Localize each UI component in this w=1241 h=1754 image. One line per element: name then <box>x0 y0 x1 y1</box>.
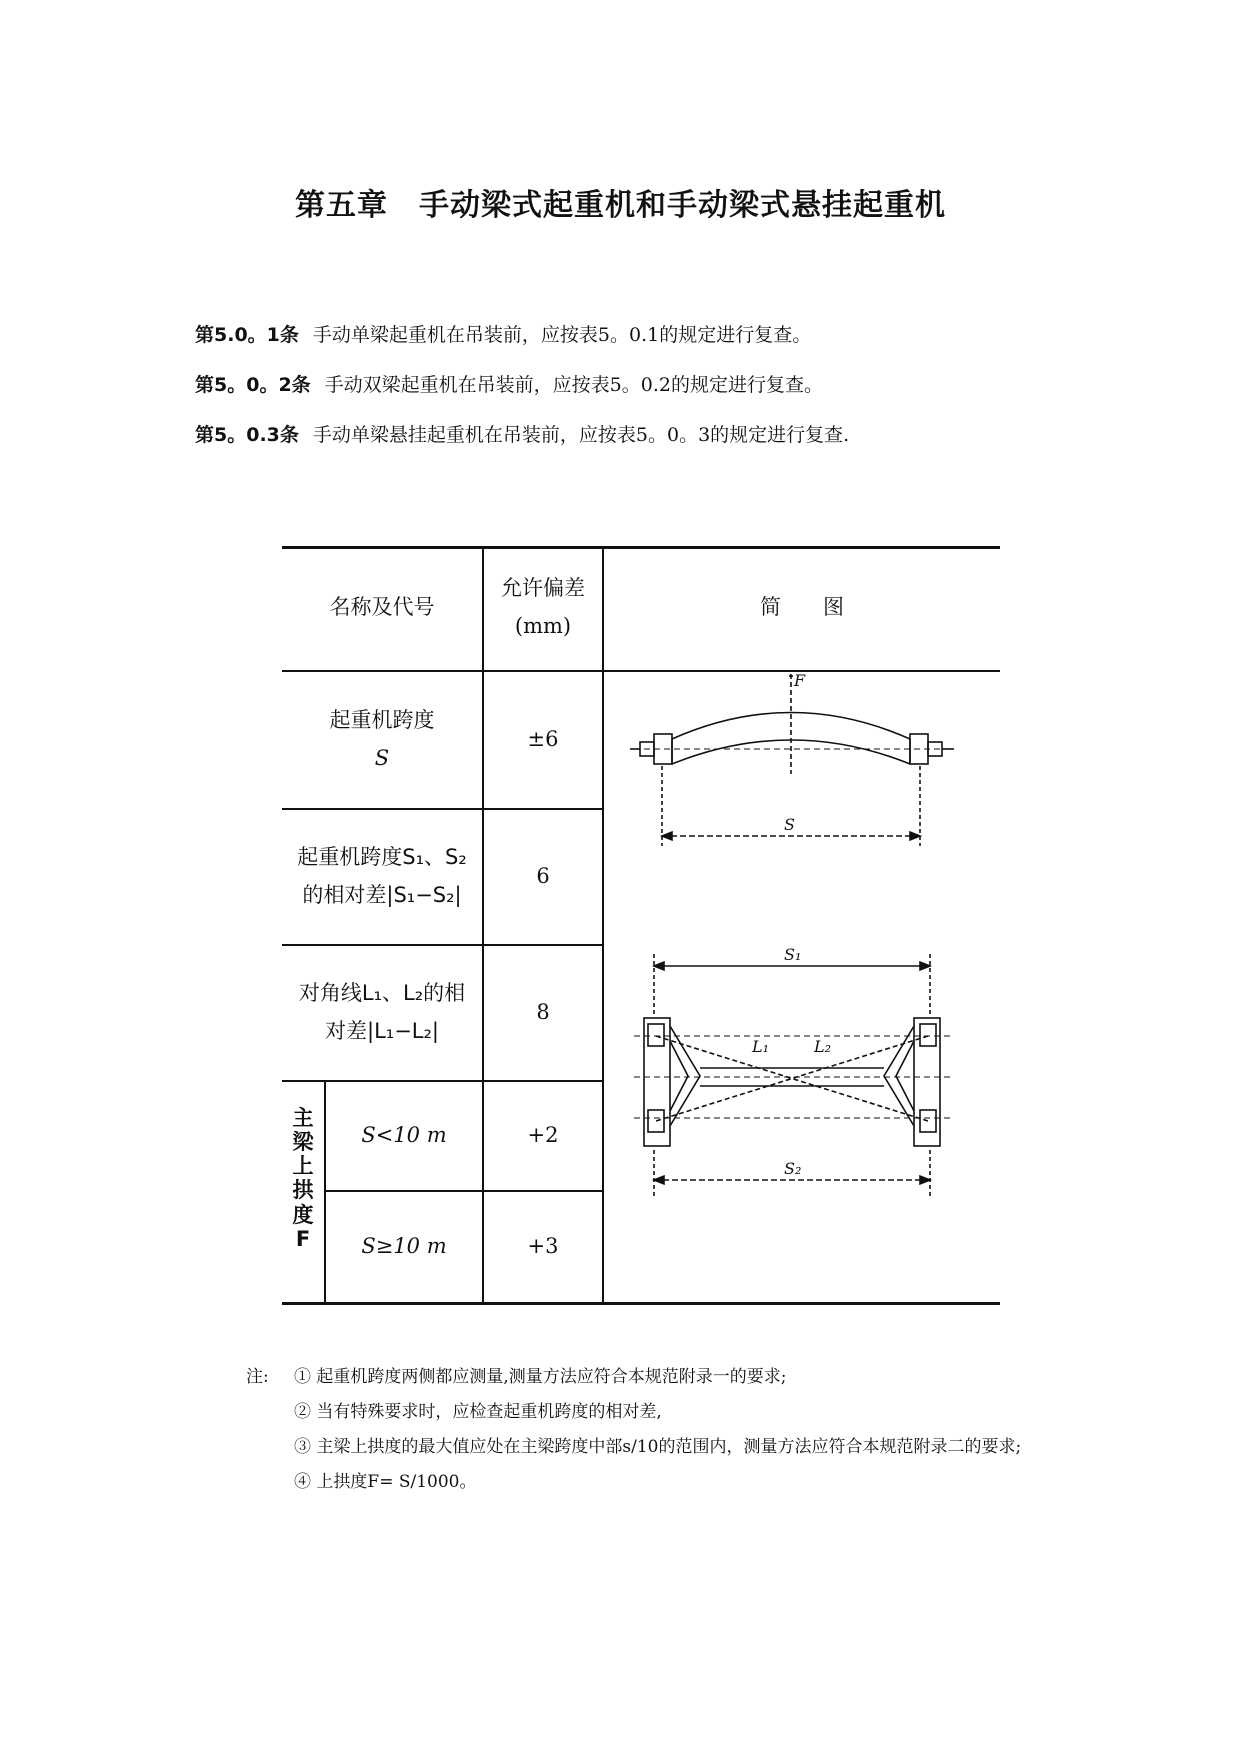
note-text: ④ 上拱度F= S/1000。 <box>294 1472 477 1492</box>
row-name-line: S≥10 m <box>361 1234 447 1259</box>
tolerance-value: ±6 <box>527 727 559 752</box>
tolerance-value: 6 <box>536 864 550 889</box>
header-name-text: 名称及代号 <box>329 595 435 620</box>
label-diagonal-l2: L₂ <box>814 1037 832 1056</box>
header-tolerance-text: 允许偏差 <box>501 576 585 601</box>
notes-lead: 注: <box>246 1367 269 1387</box>
diagram-area <box>604 546 1000 1306</box>
clause-5-0-1 <box>195 320 811 347</box>
row-name-line: 起重机跨度S₁、S₂ <box>297 845 467 870</box>
label-camber-f: F <box>794 671 806 690</box>
clause-number: 第5。0。2条 <box>195 374 311 396</box>
row-span-relative-diff-tolerance <box>484 810 602 944</box>
note-text: ③ 主梁上拱度的最大值应处在主梁跨度中部s/10的范围内，测量方法应符合本规范附录二的要求; <box>294 1437 1022 1457</box>
clause-number: 第5。0.3条 <box>195 424 299 446</box>
clause-text: 手动单梁悬挂起重机在吊装前，应按表5。0。3的规定进行复查. <box>312 424 850 446</box>
row-name-line: 对角线L₁、L₂的相 <box>298 981 466 1006</box>
camber-group-label <box>288 1106 318 1251</box>
note-item <box>246 1395 1021 1430</box>
clause-5-0-3 <box>195 420 849 447</box>
row-name-symbol: S <box>374 746 390 770</box>
header-diagram-text: 简 图 <box>760 595 844 620</box>
row-camber-large-tolerance <box>484 1192 602 1302</box>
tolerance-value: +2 <box>527 1123 559 1148</box>
tolerance-value: +3 <box>527 1234 559 1259</box>
row-camber-small-tolerance <box>484 1082 602 1190</box>
row-span-relative-diff-name <box>282 810 482 944</box>
label-span-s1: S₁ <box>784 945 802 964</box>
label-diagonal-l1: L₁ <box>752 1037 770 1056</box>
row-name-line: 起重机跨度 <box>329 708 435 733</box>
label-span-s2: S₂ <box>784 1159 802 1178</box>
clause-number: 第5.0。1条 <box>195 324 299 346</box>
row-span-tolerance <box>484 672 602 808</box>
row-name-line: 对差|L₁−L₂| <box>325 1019 439 1043</box>
row-span-name <box>282 672 482 808</box>
tolerance-value: 8 <box>536 1000 550 1025</box>
row-name-line: S<10 m <box>361 1123 447 1148</box>
header-tolerance-unit: (mm) <box>514 614 572 638</box>
table-notes <box>246 1360 1021 1500</box>
clause-text: 手动双梁起重机在吊装前，应按表5。0.2的规定进行复查。 <box>324 374 823 396</box>
label-span-s: S <box>784 815 795 834</box>
note-item <box>246 1430 1021 1465</box>
page-title: 第五章 手动梁式起重机和手动梁式悬挂起重机 <box>295 188 946 223</box>
camber-group-text: 主 梁 上 拱 度 F <box>292 1106 314 1251</box>
clause-text: 手动单梁起重机在吊装前，应按表5。0.1的规定进行复查。 <box>312 324 812 346</box>
row-camber-small-name <box>326 1082 482 1190</box>
clause-5-0-2 <box>195 370 823 397</box>
note-text: ② 当有特殊要求时，应检查起重机跨度的相对差, <box>294 1402 662 1422</box>
note-text: ① 起重机跨度两侧都应测量,测量方法应符合本规范附录一的要求; <box>294 1367 787 1387</box>
row-name-line: 的相对差|S₁−S₂| <box>302 883 462 907</box>
crane-diagrams <box>604 546 1000 1306</box>
row-diagonal-name <box>282 946 482 1080</box>
header-tolerance <box>484 546 602 670</box>
header-name <box>282 546 482 670</box>
note-item <box>246 1465 1021 1500</box>
note-item <box>246 1360 1021 1395</box>
row-diagonal-tolerance <box>484 946 602 1080</box>
row-camber-large-name <box>326 1192 482 1302</box>
